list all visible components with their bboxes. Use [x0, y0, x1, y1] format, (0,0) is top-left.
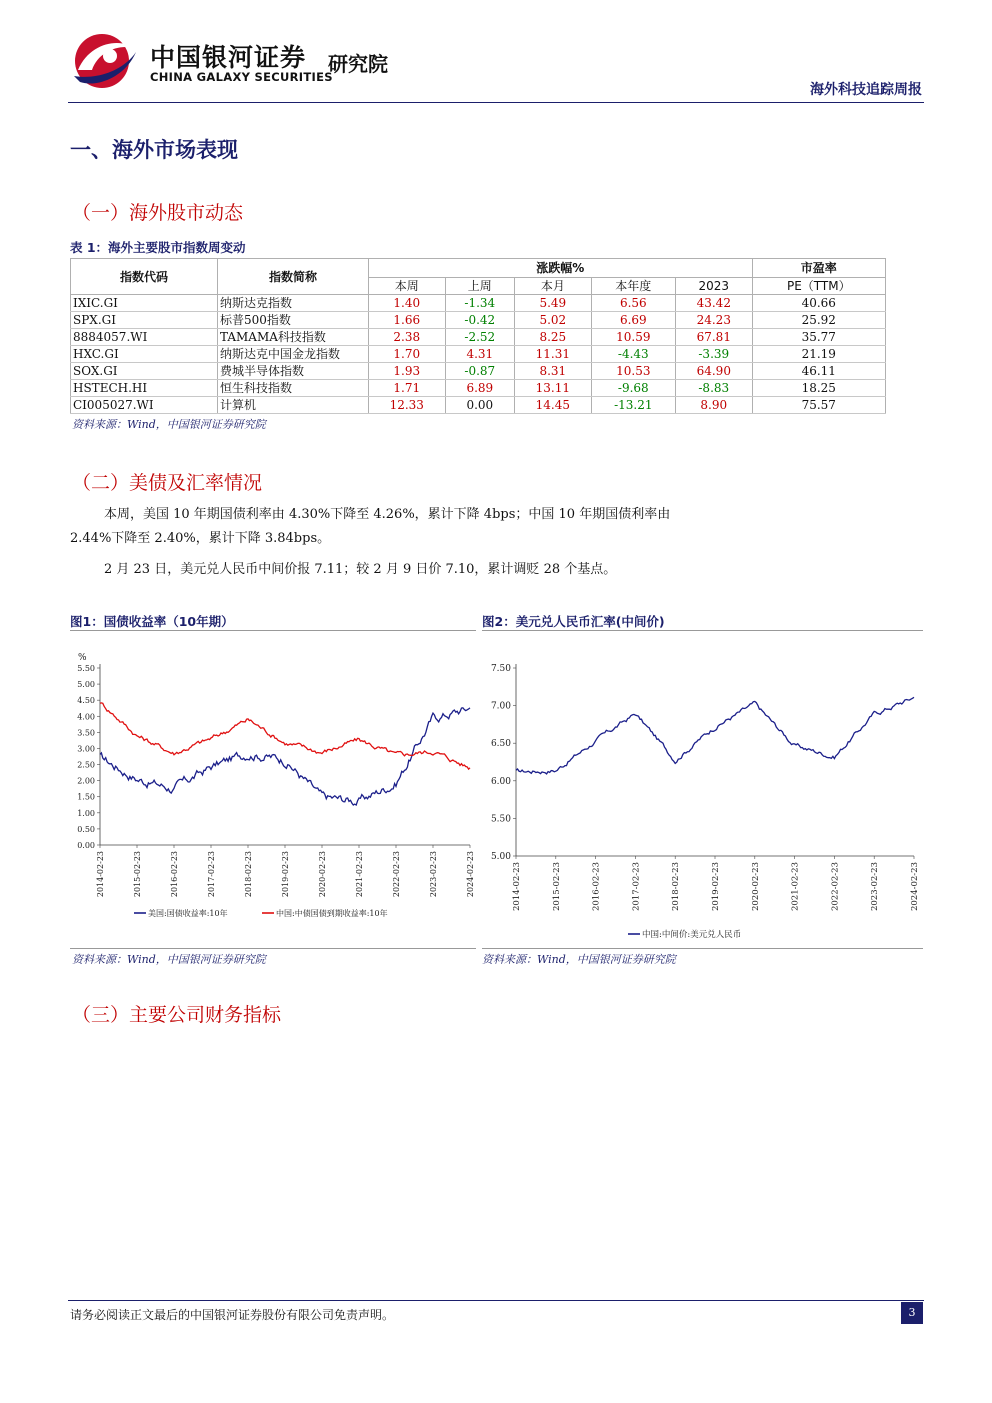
index-name: 计算机 — [218, 397, 369, 414]
x-tick-label: 2024-02-23 — [466, 851, 475, 898]
change-value: 4.31 — [445, 346, 515, 363]
paragraph-fx: 2 月 23 日，美元兑人民币中间价报 7.11；较 2 月 9 日价 7.10，累计调贬 28 个基点。 — [104, 562, 617, 577]
change-value: 1.71 — [369, 380, 446, 397]
table-row — [71, 312, 886, 329]
y-tick-label: 7.50 — [490, 664, 511, 674]
chart2-source: 资料来源：Wind，中国银河证券研究院 — [482, 953, 676, 966]
institute-label: 研究院 — [328, 52, 388, 76]
change-value: 8.90 — [676, 397, 753, 414]
change-value: 6.89 — [445, 380, 515, 397]
footer-divider — [68, 1300, 924, 1301]
x-tick-label: 2019-02-23 — [711, 862, 721, 912]
change-value: 1.70 — [369, 346, 446, 363]
header-divider — [68, 102, 924, 103]
paragraph-bonds-line2: 2.44%下降至 2.40%，累计下降 3.84bps。 — [70, 531, 331, 546]
pe-value: 40.66 — [752, 295, 885, 312]
y-tick-label: 0.00 — [77, 841, 95, 850]
x-tick-label: 2018-02-23 — [671, 862, 682, 912]
change-value: 1.93 — [369, 363, 446, 380]
footer-disclaimer: 请务必阅读正文最后的中国银河证券股份有限公司免责声明。 — [70, 1308, 395, 1322]
change-value: -9.68 — [591, 380, 675, 397]
x-tick-label: 2020-02-23 — [750, 862, 761, 912]
index-name: TAMAMA科技指数 — [218, 329, 369, 346]
chart2-caption-rule — [482, 630, 923, 631]
index-code: HXC.GI — [71, 346, 218, 363]
x-tick-label: 2017-02-23 — [207, 851, 216, 898]
table-row — [71, 397, 886, 414]
col-header-change: 涨跌幅% — [369, 259, 753, 278]
brand-name-cn: 中国银河证券 — [150, 43, 307, 72]
pe-value: 35.77 — [752, 329, 885, 346]
index-code: IXIC.GI — [71, 295, 218, 312]
chart2-caption: 图2：美元兑人民币汇率(中间价) — [482, 614, 665, 629]
index-code: HSTECH.HI — [71, 380, 218, 397]
index-table — [70, 258, 886, 414]
change-value: 14.45 — [515, 397, 592, 414]
legend-label: 美国:国债收益率:10年 — [148, 909, 228, 918]
pe-value: 21.19 — [752, 346, 885, 363]
series-line — [516, 697, 914, 774]
series-line — [100, 703, 470, 769]
pe-value: 25.92 — [752, 312, 885, 329]
change-value: -3.39 — [676, 346, 753, 363]
x-tick-label: 2023-02-23 — [429, 851, 438, 898]
change-value: 12.33 — [369, 397, 446, 414]
index-code: SPX.GI — [71, 312, 218, 329]
change-value: 0.00 — [445, 397, 515, 414]
col-header-week: 本周 — [369, 278, 446, 295]
chart1-source: 资料来源：Wind，中国银河证券研究院 — [72, 953, 266, 966]
index-name: 纳斯达克指数 — [218, 295, 369, 312]
subsection-title-bonds: （二）美债及汇率情况 — [72, 472, 263, 494]
change-value: -0.87 — [445, 363, 515, 380]
change-value: 6.56 — [591, 295, 675, 312]
col-header-pe-ttm: PE（TTM） — [752, 278, 885, 295]
chart1-bottom-rule — [70, 948, 476, 949]
col-header-pe: 市盈率 — [752, 259, 885, 278]
table-row — [71, 346, 886, 363]
chart1-caption-rule — [70, 630, 476, 631]
y-tick-label: 5.50 — [77, 664, 95, 673]
x-tick-label: 2019-02-23 — [281, 851, 290, 898]
change-value: 6.69 — [591, 312, 675, 329]
subsection-title-financials: （三）主要公司财务指标 — [72, 1004, 282, 1026]
x-tick-label: 2024-02-23 — [910, 862, 920, 912]
y-tick-label: 7.00 — [490, 701, 511, 712]
change-value: -2.52 — [445, 329, 515, 346]
y-tick-label: 6.50 — [490, 739, 511, 750]
table-source: 资料来源：Wind，中国银河证券研究院 — [72, 418, 266, 431]
y-tick-label: 0.50 — [77, 824, 95, 834]
x-tick-label: 2021-02-23 — [790, 862, 801, 912]
x-tick-label: 2015-02-23 — [551, 862, 562, 912]
series-line — [100, 708, 470, 805]
col-header-code: 指数代码 — [71, 259, 218, 295]
y-tick-label: 1.50 — [77, 792, 95, 802]
col-header-ytd: 本年度 — [591, 278, 675, 295]
table-row — [71, 380, 886, 397]
change-value: 10.53 — [591, 363, 675, 380]
index-code: 8884057.WI — [71, 329, 218, 346]
company-logo — [68, 30, 140, 92]
y-tick-label: 5.00 — [490, 852, 511, 862]
change-value: -1.34 — [445, 295, 515, 312]
col-header-2023: 2023 — [676, 278, 753, 295]
change-value: 5.02 — [515, 312, 592, 329]
x-tick-label: 2014-02-23 — [96, 851, 105, 898]
y-tick-label: 5.50 — [490, 814, 511, 825]
change-value: 2.38 — [369, 329, 446, 346]
x-tick-label: 2017-02-23 — [631, 862, 642, 912]
change-value: 1.66 — [369, 312, 446, 329]
chart-usdcny — [482, 650, 924, 945]
x-tick-label: 2020-02-23 — [318, 851, 327, 898]
x-tick-label: 2016-02-23 — [591, 862, 602, 912]
y-tick-label: 1.00 — [77, 808, 95, 818]
y-tick-label: 5.00 — [77, 680, 95, 690]
paragraph-bonds-line1: 本周，美国 10 年期国债利率由 4.30%下降至 4.26%，累计下降 4bps；中国 10 年期国债利率由 — [104, 507, 671, 522]
pe-value: 46.11 — [752, 363, 885, 380]
change-value: 8.31 — [515, 363, 592, 380]
table-row — [71, 329, 886, 346]
page-number: 3 — [901, 1302, 923, 1324]
table-row — [71, 363, 886, 380]
change-value: 24.23 — [676, 312, 753, 329]
brand-name-en: CHINA GALAXY SECURITIES — [150, 70, 333, 84]
index-name: 恒生科技指数 — [218, 380, 369, 397]
change-value: -8.83 — [676, 380, 753, 397]
y-tick-label: 3.50 — [77, 728, 95, 738]
change-value: 5.49 — [515, 295, 592, 312]
table-row — [71, 295, 886, 312]
legend-label: 中国:中间价:美元兑人民币 — [642, 930, 742, 940]
pe-value: 18.25 — [752, 380, 885, 397]
y-axis-unit: % — [78, 653, 87, 663]
y-tick-label: 2.00 — [77, 776, 95, 786]
index-code: SOX.GI — [71, 363, 218, 380]
x-tick-label: 2023-02-23 — [870, 862, 881, 912]
change-value: -13.21 — [591, 397, 675, 414]
change-value: 8.25 — [515, 329, 592, 346]
y-tick-label: 4.00 — [77, 712, 95, 722]
col-header-name: 指数简称 — [218, 259, 369, 295]
change-value: 13.11 — [515, 380, 592, 397]
report-type: 海外科技追踪周报 — [810, 82, 922, 98]
chart2-bottom-rule — [482, 948, 923, 949]
y-tick-label: 6.00 — [490, 776, 511, 787]
chart1-caption: 图1：国债收益率（10年期） — [70, 614, 234, 629]
section-title: 一、海外市场表现 — [70, 138, 238, 162]
x-tick-label: 2022-02-23 — [830, 862, 841, 912]
x-tick-label: 2015-02-23 — [133, 851, 142, 898]
x-tick-label: 2022-02-23 — [392, 851, 401, 898]
y-tick-label: 3.00 — [77, 744, 95, 754]
index-name: 费城半导体指数 — [218, 363, 369, 380]
change-value: 10.59 — [591, 329, 675, 346]
change-value: -4.43 — [591, 346, 675, 363]
col-header-lastweek: 上周 — [445, 278, 515, 295]
legend-label: 中国:中债国债到期收益率:10年 — [276, 909, 388, 918]
table-caption: 表 1：海外主要股市指数周变动 — [70, 240, 246, 255]
y-tick-label: 2.50 — [77, 760, 95, 770]
change-value: -0.42 — [445, 312, 515, 329]
pe-value: 75.57 — [752, 397, 885, 414]
change-value: 11.31 — [515, 346, 592, 363]
col-header-month: 本月 — [515, 278, 592, 295]
change-value: 43.42 — [676, 295, 753, 312]
x-tick-label: 2021-02-23 — [355, 851, 364, 898]
change-value: 67.81 — [676, 329, 753, 346]
index-name: 标普500指数 — [218, 312, 369, 329]
change-value: 64.90 — [676, 363, 753, 380]
chart-bond-yields — [70, 650, 478, 945]
x-tick-label: 2018-02-23 — [244, 851, 253, 898]
index-code: CI005027.WI — [71, 397, 218, 414]
index-name: 纳斯达克中国金龙指数 — [218, 346, 369, 363]
y-tick-label: 4.50 — [77, 696, 95, 706]
x-tick-label: 2016-02-23 — [170, 851, 179, 898]
x-tick-label: 2014-02-23 — [512, 862, 522, 912]
change-value: 1.40 — [369, 295, 446, 312]
subsection-title-stocks: （一）海外股市动态 — [72, 202, 244, 224]
